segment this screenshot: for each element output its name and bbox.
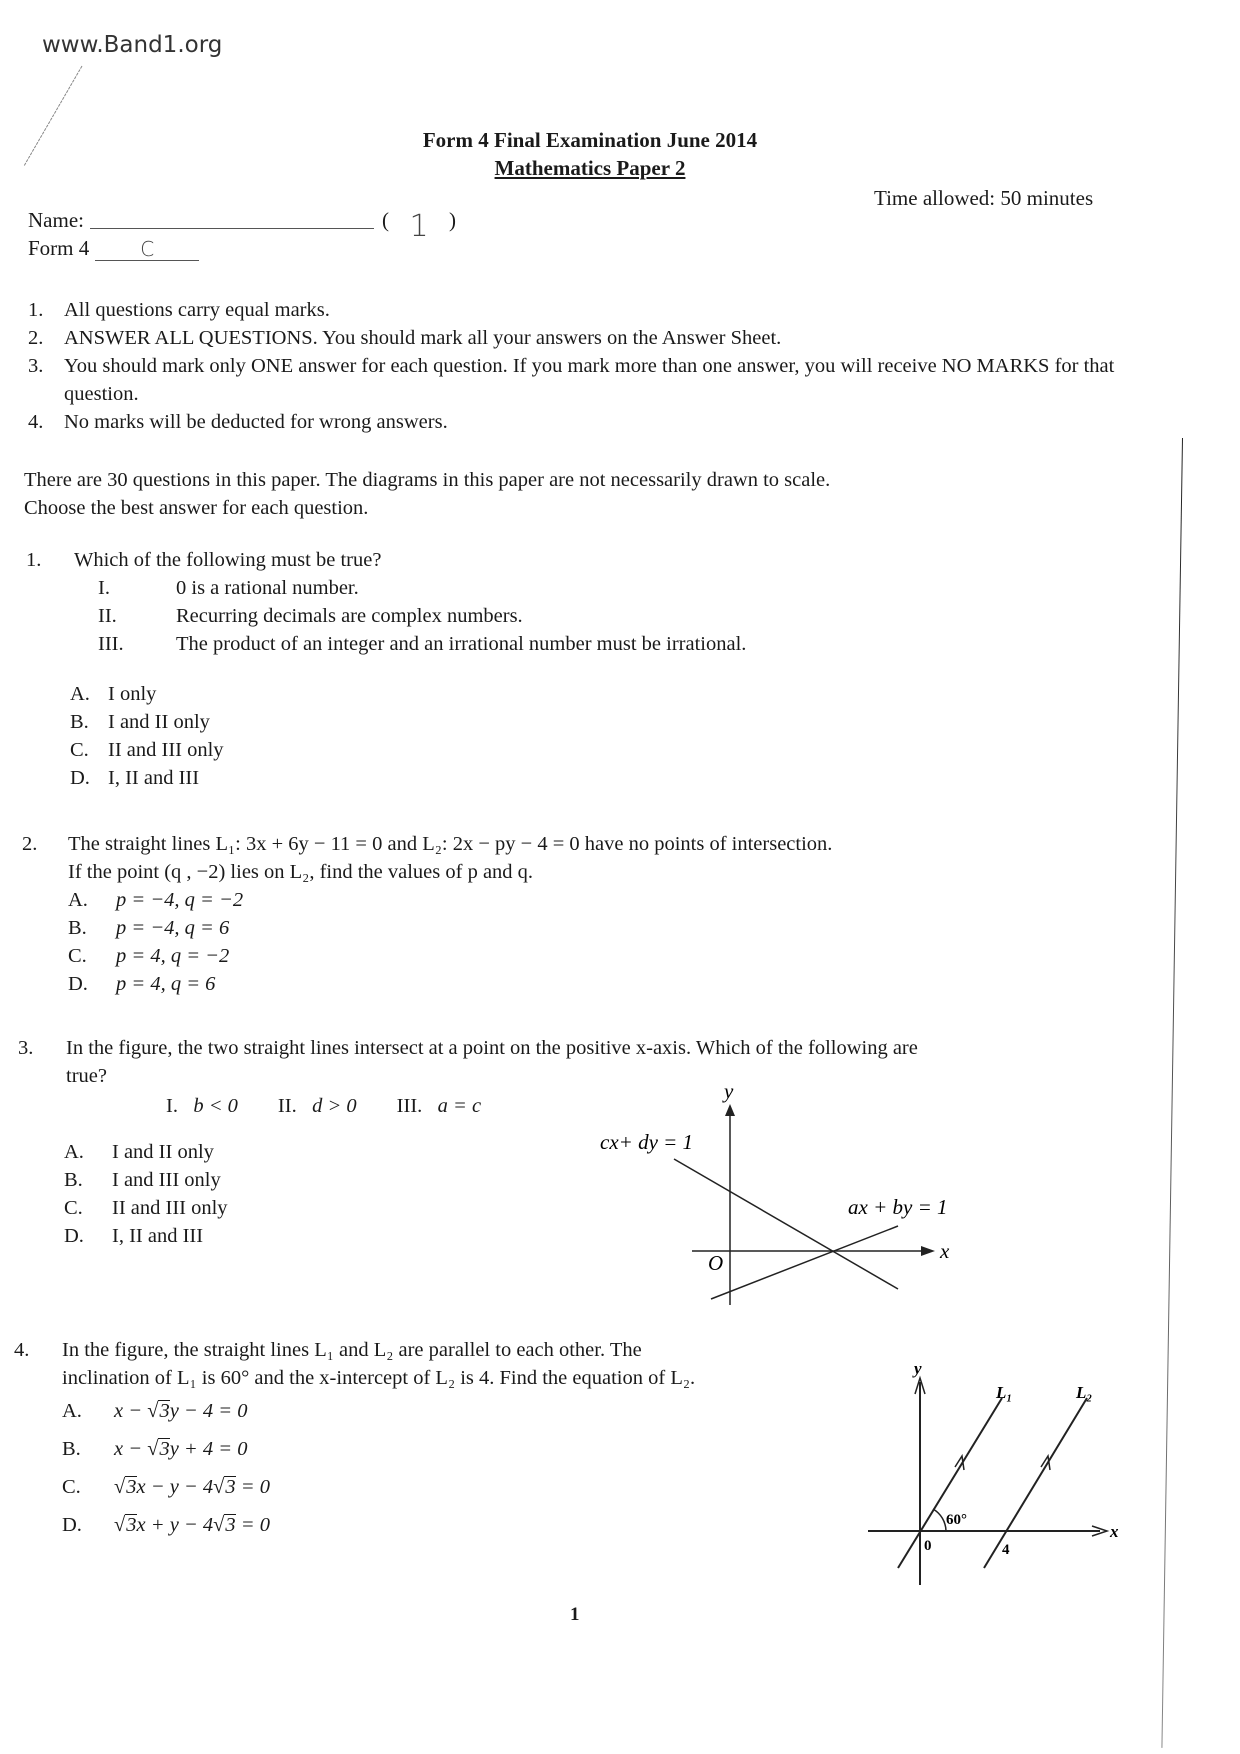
option-label: A. <box>62 1400 82 1422</box>
origin-label: 0 <box>924 1538 932 1554</box>
form-row <box>28 236 199 261</box>
option-text: I only <box>108 683 157 705</box>
intro-line-2: Choose the best answer for each question. <box>24 497 369 519</box>
instruction-item <box>28 296 1138 324</box>
statement-label: I. <box>98 577 110 599</box>
option-label: B. <box>64 1169 83 1191</box>
statement-label: III. <box>396 1095 423 1117</box>
question-4 <box>14 1336 874 1544</box>
statement <box>397 1092 481 1120</box>
option-text: x − √3y + 4 = 0 <box>114 1438 248 1460</box>
option-b[interactable] <box>70 708 1026 736</box>
option-text: √3x + y − 4√3 = 0 <box>114 1514 270 1536</box>
instruction-number: 2. <box>28 327 44 349</box>
option-b[interactable] <box>68 914 1122 942</box>
statement-label: I. <box>166 1095 178 1117</box>
option-c[interactable] <box>70 736 1026 764</box>
instruction-number: 4. <box>28 411 44 433</box>
question-stem-line-2: true? <box>66 1065 107 1087</box>
exam-title: Form 4 Final Examination June 2014 <box>422 128 758 152</box>
y-axis-label: y <box>914 1359 922 1378</box>
line-ax-by <box>711 1226 898 1299</box>
paper-intro <box>24 466 830 522</box>
option-label: D. <box>68 973 88 995</box>
origin-label: O <box>708 1251 724 1275</box>
option-label: D. <box>62 1514 82 1536</box>
angle-label: 60° <box>946 1512 967 1528</box>
option-list <box>68 886 1122 998</box>
option-text: II and III only <box>108 739 224 761</box>
statement-text: Recurring decimals are complex numbers. <box>176 605 523 627</box>
question-stem-line-2: inclination of L₁ is 60° and the x-intercept of L₂ is 4. Find the equation of L₂. <box>62 1367 696 1389</box>
option-label: C. <box>62 1476 81 1498</box>
statement-label: II. <box>98 605 117 627</box>
question-stem-line-1: In the figure, the two straight lines intersect at a point on the positive x-axis. Which of the following are <box>66 1037 918 1059</box>
option-text: x − √3y − 4 = 0 <box>114 1400 248 1422</box>
statement-label: III. <box>98 633 124 655</box>
statement-list <box>98 574 1026 658</box>
name-field[interactable] <box>90 208 374 229</box>
option-d[interactable] <box>62 1506 874 1544</box>
option-a[interactable] <box>70 680 1026 708</box>
question-2 <box>22 830 1122 998</box>
instruction-item <box>28 324 1138 352</box>
line-l2 <box>984 1398 1087 1568</box>
y-axis-arrow-icon <box>725 1104 735 1116</box>
option-c[interactable] <box>62 1468 874 1506</box>
class-number-field[interactable]: 1 <box>409 209 429 244</box>
q3-figure <box>580 1080 1000 1310</box>
page-number: 1 <box>570 1604 580 1625</box>
option-text: √3x − y − 4√3 = 0 <box>114 1476 270 1498</box>
option-text: I and III only <box>112 1169 221 1191</box>
line-cx-dy-label: cx+ dy = 1 <box>600 1130 694 1154</box>
option-label: B. <box>68 917 87 939</box>
line-l1 <box>898 1398 1002 1568</box>
instruction-number: 3. <box>28 355 44 377</box>
statement <box>98 630 1026 658</box>
question-stem: Which of the following must be true? <box>74 549 382 571</box>
instruction-number: 1. <box>28 299 44 321</box>
option-list <box>62 1392 874 1544</box>
angle-arc <box>933 1509 946 1531</box>
option-d[interactable] <box>68 970 1122 998</box>
statement <box>98 574 1026 602</box>
option-b[interactable] <box>62 1430 874 1468</box>
question-number: 1. <box>26 549 42 571</box>
statement-text: a = c <box>437 1095 482 1117</box>
l2-label: L₂ <box>1076 1383 1093 1402</box>
option-label: A. <box>70 683 90 705</box>
question-1 <box>26 546 1026 792</box>
option-text: p = −4, q = −2 <box>116 889 244 911</box>
option-label: B. <box>62 1438 81 1460</box>
question-number: 3. <box>18 1037 34 1059</box>
class-number-close: ) <box>448 208 456 232</box>
x-axis-label: x <box>1110 1522 1119 1541</box>
statement-label: II. <box>277 1095 297 1117</box>
option-text: p = −4, q = 6 <box>116 917 230 939</box>
option-label: C. <box>68 945 87 967</box>
name-label: Name: <box>28 208 84 232</box>
name-row <box>28 208 456 244</box>
option-a[interactable] <box>62 1392 874 1430</box>
option-c[interactable] <box>68 942 1122 970</box>
question-stem-line-2: If the point (q , −2) lies on L₂, find the values of p and q. <box>68 861 534 883</box>
option-list <box>70 680 1026 792</box>
option-d[interactable] <box>70 764 1026 792</box>
statement <box>98 602 1026 630</box>
option-label: C. <box>70 739 89 761</box>
question-stem-line-1: The straight lines L₁: 3x + 6y − 11 = 0 and L₂: 2x − py − 4 = 0 have no points of intersection. <box>68 833 833 855</box>
line-ax-by-label: ax + by = 1 <box>848 1195 948 1219</box>
option-text: I and II only <box>112 1141 214 1163</box>
question-number: 2. <box>22 833 38 855</box>
statement-text: b < 0 <box>193 1095 238 1117</box>
form-class-field[interactable]: C <box>95 238 199 261</box>
instruction-text: You should mark only ONE answer for each question. If you mark more than one answer, you will receive NO MARKS for that question. <box>64 355 1115 405</box>
paper-title-text: Mathematics Paper 2 <box>494 156 686 180</box>
intro-line-1: There are 30 questions in this paper. The diagrams in this paper are not necessarily drawn to scale. <box>24 469 831 491</box>
statement-text: d > 0 <box>312 1095 357 1117</box>
statement-text: 0 is a rational number. <box>176 577 359 599</box>
statement-text: The product of an integer and an irrational number must be irrational. <box>176 633 747 655</box>
x-axis-label: x <box>940 1239 950 1263</box>
x-axis-arrow-icon <box>921 1246 935 1256</box>
option-label: D. <box>64 1225 84 1247</box>
l1-label: L₁ <box>996 1383 1013 1402</box>
option-label: A. <box>68 889 88 911</box>
form-label: Form 4 <box>28 236 90 260</box>
option-text: p = 4, q = −2 <box>116 945 230 967</box>
option-a[interactable] <box>68 886 1122 914</box>
question-number: 4. <box>14 1339 30 1361</box>
instruction-text: All questions carry equal marks. <box>64 299 330 321</box>
scan-margin-edge <box>1161 438 1183 1748</box>
instruction-item <box>28 352 1138 408</box>
option-label: C. <box>64 1197 83 1219</box>
option-label: D. <box>70 767 90 789</box>
statement <box>166 1092 238 1120</box>
paper-title <box>0 156 1180 181</box>
q4-figure <box>860 1340 1160 1600</box>
x-intercept-label: 4 <box>1002 1542 1010 1558</box>
statement <box>278 1092 357 1120</box>
option-label: B. <box>70 711 89 733</box>
option-text: I, II and III <box>108 767 200 789</box>
instruction-text: No marks will be deducted for wrong answers. <box>64 411 448 433</box>
y-axis-label: y <box>724 1080 734 1103</box>
question-stem-line-1: In the figure, the straight lines L₁ and L₂ are parallel to each other. The <box>62 1339 642 1361</box>
instruction-text: ANSWER ALL QUESTIONS. You should mark all your answers on the Answer Sheet. <box>64 327 782 349</box>
option-text: II and III only <box>112 1197 228 1219</box>
time-allowed: Time allowed: 50 minutes <box>874 186 1094 210</box>
option-text: I, II and III <box>112 1225 204 1247</box>
instruction-item <box>28 408 1138 436</box>
class-number-open: ( <box>381 208 389 232</box>
instructions-list <box>28 296 1138 436</box>
option-text: I and II only <box>108 711 210 733</box>
option-text: p = 4, q = 6 <box>116 973 216 995</box>
website-watermark: www.Band1.org <box>42 32 223 58</box>
option-label: A. <box>64 1141 84 1163</box>
